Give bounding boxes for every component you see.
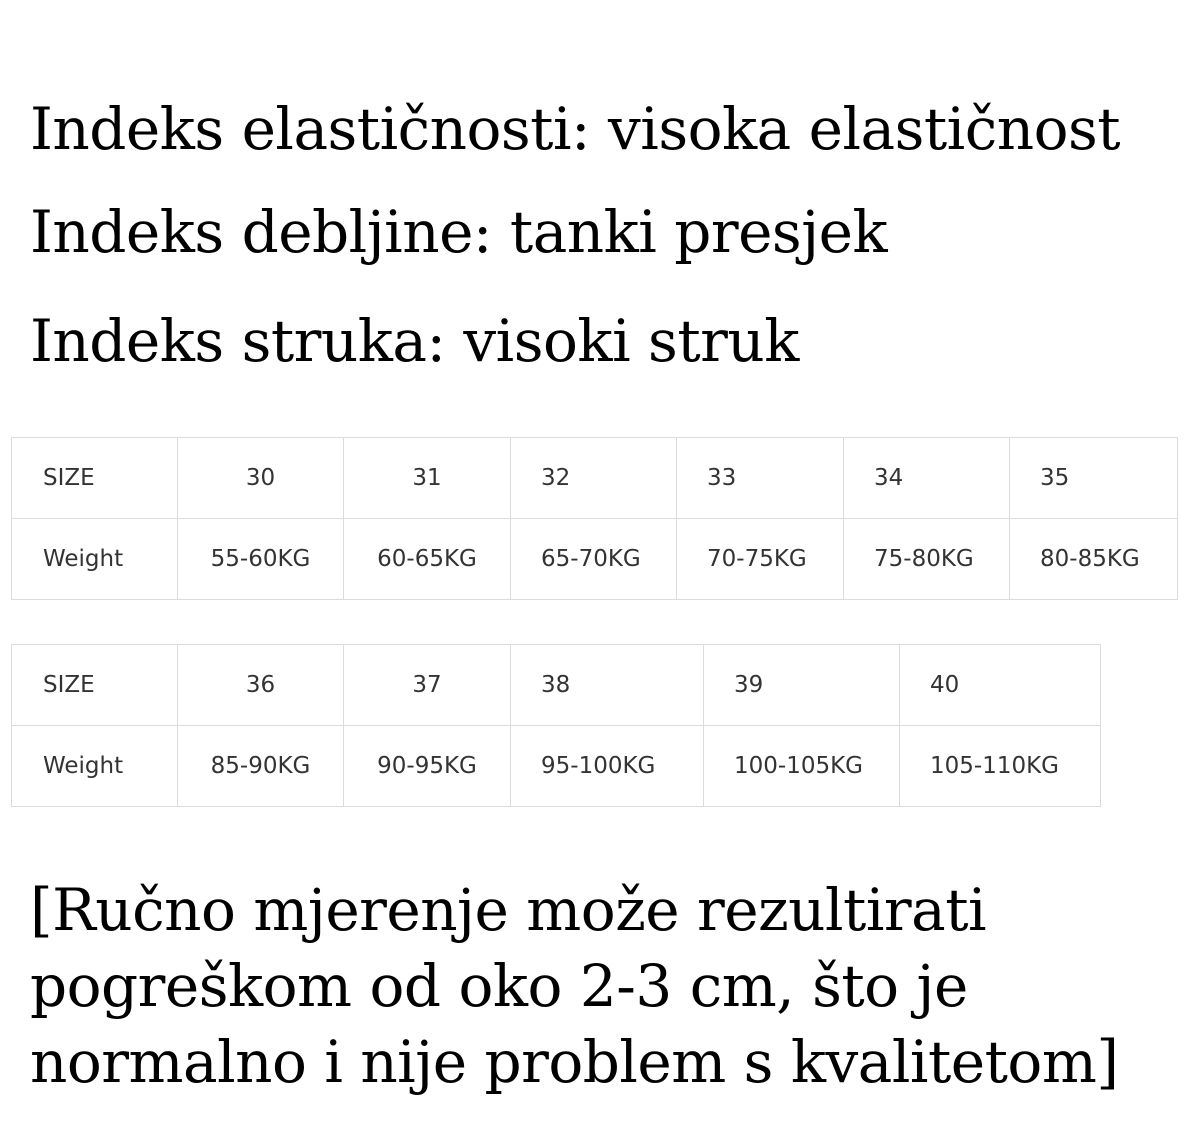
weight-cell: 65-70KG [511, 519, 677, 600]
weight-label: Weight [12, 519, 178, 600]
weight-cell: 90-95KG [344, 726, 511, 807]
measurement-note [30, 872, 1190, 1100]
weight-row [12, 519, 1178, 600]
size-cell: 39 [704, 645, 900, 726]
weight-cell: 95-100KG [511, 726, 704, 807]
size-cell: 33 [677, 438, 844, 519]
size-row [12, 438, 1178, 519]
spec-waist: Indeks struka: visoki struk [30, 307, 799, 375]
size-label: SIZE [12, 645, 178, 726]
size-row [12, 645, 1101, 726]
weight-cell: 60-65KG [344, 519, 511, 600]
note-line: normalno i nije problem s kvalitetom] [30, 1028, 1119, 1096]
note-line: pogreškom od oko 2-3 cm, što je [30, 952, 968, 1020]
weight-cell: 105-110KG [900, 726, 1101, 807]
size-cell: 40 [900, 645, 1101, 726]
size-label: SIZE [12, 438, 178, 519]
size-cell: 32 [511, 438, 677, 519]
size-cell: 36 [178, 645, 344, 726]
size-cell: 37 [344, 645, 511, 726]
size-cell: 31 [344, 438, 511, 519]
weight-cell: 80-85KG [1010, 519, 1178, 600]
note-line: [Ručno mjerenje može rezultirati [30, 876, 987, 944]
size-cell: 30 [178, 438, 344, 519]
weight-cell: 75-80KG [844, 519, 1010, 600]
weight-row [12, 726, 1101, 807]
weight-cell: 55-60KG [178, 519, 344, 600]
spec-thickness: Indeks debljine: tanki presjek [30, 198, 888, 266]
weight-cell: 85-90KG [178, 726, 344, 807]
weight-cell: 70-75KG [677, 519, 844, 600]
size-cell: 35 [1010, 438, 1178, 519]
size-table-1 [11, 437, 1178, 600]
size-cell: 34 [844, 438, 1010, 519]
size-table-2 [11, 644, 1101, 807]
spec-elasticity: Indeks elastičnosti: visoka elastičnost [30, 95, 1121, 163]
weight-cell: 100-105KG [704, 726, 900, 807]
size-cell: 38 [511, 645, 704, 726]
weight-label: Weight [12, 726, 178, 807]
